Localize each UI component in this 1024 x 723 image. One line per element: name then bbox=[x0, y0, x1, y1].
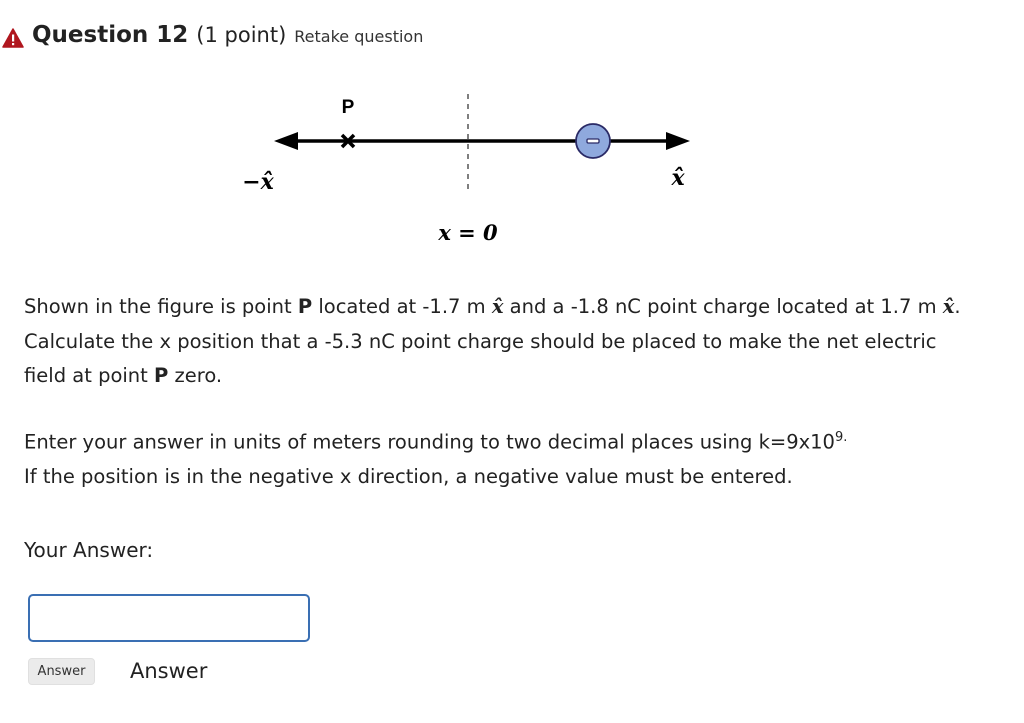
left-arrowhead bbox=[274, 132, 298, 150]
point-name-bold: P bbox=[297, 295, 313, 318]
exponent: 9. bbox=[834, 430, 848, 445]
question-text-part: zero. bbox=[168, 364, 223, 387]
instructions-line-1: Enter your answer in units of meters rounding to two decimal places using k=9x10 bbox=[24, 430, 835, 454]
origin-label: x = 0 bbox=[438, 220, 498, 245]
answer-button[interactable]: Answer bbox=[28, 658, 95, 685]
question-text-part: located at -1.7 m bbox=[312, 295, 492, 318]
retake-question-link[interactable]: Retake question bbox=[294, 27, 424, 46]
point-p-label: P bbox=[341, 97, 355, 118]
question-title: Question 12 bbox=[32, 22, 189, 48]
point-name-bold: P bbox=[154, 364, 169, 387]
negative-x-hat-label: −x̂ bbox=[242, 169, 274, 195]
question-text-part: . Calculate the x position that a -5.3 nC point charge should be placed to make the net electric field at point bbox=[24, 295, 961, 387]
question-header bbox=[2, 22, 423, 54]
negative-charge bbox=[576, 124, 610, 158]
unit-vector-symbol: x̂ bbox=[942, 295, 955, 318]
question-text bbox=[24, 290, 984, 394]
your-answer-label: Your Answer: bbox=[24, 538, 154, 562]
instructions-text bbox=[24, 421, 984, 495]
question-text-part: Shown in the figure is point bbox=[24, 295, 298, 318]
instructions-line-2: If the position is in the negative x direction, a negative value must be entered. bbox=[24, 465, 793, 488]
question-figure bbox=[222, 86, 702, 256]
answer-input[interactable] bbox=[28, 594, 310, 642]
question-text-part: and a -1.8 nC point charge located at 1.7 m bbox=[503, 295, 943, 318]
answer-text: Answer bbox=[130, 659, 208, 683]
positive-x-hat-label: x̂ bbox=[671, 165, 685, 191]
warning-icon bbox=[2, 28, 24, 48]
right-arrowhead bbox=[666, 132, 690, 150]
question-points: (1 point) bbox=[196, 23, 287, 47]
unit-vector-symbol: x̂ bbox=[491, 295, 504, 318]
